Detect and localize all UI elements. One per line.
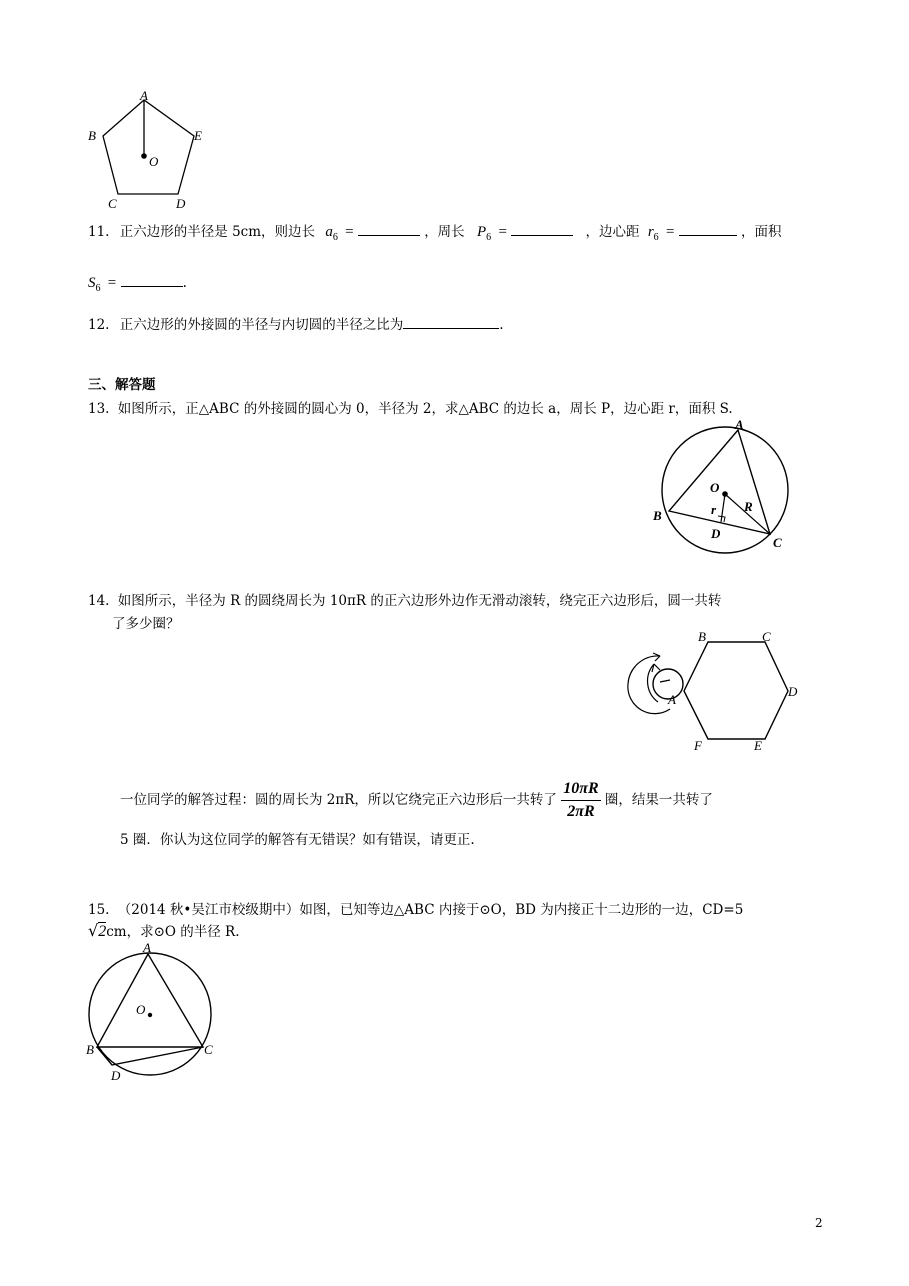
question-13 <box>88 397 733 417</box>
sqrt-sign: √ <box>88 921 99 940</box>
question-text: （2014 秋•吴江市校级期中）如图，已知等边△ABC 内接于⊙O，BD 为内接正十二边形的一边，CD=5 <box>117 902 744 918</box>
question-text: 正六边形的半径是 5cm，则边长 <box>119 224 316 240</box>
circle-triangle-figure <box>80 940 230 1090</box>
equals-sign: = <box>345 224 354 240</box>
question-number: 15. <box>88 902 110 918</box>
triangle-circle-figure <box>645 414 805 564</box>
apothem-symbol: r <box>647 224 654 240</box>
question-text: 如图所示，半径为 R 的圆绕周长为 10πR 的正六边形外边作无滑动滚转，绕完正六边形后，圆一共转 <box>117 593 722 609</box>
label-F: F <box>694 738 702 753</box>
question-text: 正六边形的外接圆的半径与内切圆的半径之比为 <box>119 317 404 333</box>
label-D: D <box>788 684 798 699</box>
label-r: r <box>711 502 717 517</box>
pentagon-figure <box>80 88 220 213</box>
label-R: R <box>744 499 753 514</box>
label-O: O <box>149 154 159 169</box>
answer-blank-area[interactable] <box>121 274 183 287</box>
label-C: C <box>773 535 782 550</box>
label-D: D <box>711 526 721 541</box>
label-C: C <box>762 629 771 644</box>
solution-text: 一位同学的解答过程：圆的周长为 2πR，所以它绕完正六边形后一共转了 <box>120 792 557 808</box>
perimeter-subscript: 6 <box>486 232 492 243</box>
label-B: B <box>88 128 96 143</box>
question-15-line2 <box>88 920 239 941</box>
fraction-denominator: 2πR <box>567 803 595 820</box>
question-14-solution-line2: 5 圈．你认为这位同学的解答有无错误？如有错误，请更正. <box>120 832 475 848</box>
label-E: E <box>194 128 202 143</box>
question-15-line1 <box>88 898 743 918</box>
sentence-end: . <box>182 275 187 291</box>
question-number: 13. <box>88 401 110 417</box>
label-E: E <box>754 738 762 753</box>
apothem-subscript: 6 <box>653 232 659 243</box>
label-A: A <box>668 692 676 707</box>
label-C: C <box>108 196 117 211</box>
perimeter-symbol: P <box>476 224 487 240</box>
label-O: O <box>710 480 720 495</box>
question-number: 12. <box>88 317 110 333</box>
side-symbol: a <box>325 224 333 240</box>
answer-blank-ratio[interactable] <box>403 316 499 329</box>
question-14-line1 <box>88 589 721 609</box>
answer-blank-apothem[interactable] <box>679 223 737 236</box>
label-D: D <box>176 196 186 211</box>
question-text: cm，求⊙O 的半径 R. <box>106 924 240 940</box>
question-number: 11. <box>88 224 110 240</box>
fraction <box>561 778 600 823</box>
hexagon-figure <box>608 626 808 756</box>
question-text: ，边心距 <box>585 224 640 240</box>
label-O: O <box>136 1002 146 1017</box>
question-text: ，面积 <box>741 224 782 240</box>
label-C: C <box>204 1042 213 1057</box>
question-number: 14. <box>88 593 110 609</box>
area-subscript: 6 <box>95 283 101 294</box>
page-number: 2 <box>815 1216 823 1230</box>
equals-sign: = <box>498 224 507 240</box>
label-A: A <box>735 417 744 432</box>
answer-blank-perimeter[interactable] <box>511 223 573 236</box>
question-14-solution-line1 <box>120 776 713 824</box>
answer-blank-side[interactable] <box>358 223 420 236</box>
equals-sign: = <box>107 275 117 291</box>
label-B: B <box>653 508 662 523</box>
question-11-line1 <box>88 220 782 241</box>
label-B: B <box>698 629 706 644</box>
area-symbol: S <box>88 275 96 291</box>
label-A: A <box>143 940 151 955</box>
fraction-numerator: 10πR <box>561 778 600 801</box>
equals-sign: = <box>665 224 675 240</box>
question-text: ，周长 <box>424 224 465 240</box>
label-B: B <box>86 1042 94 1057</box>
question-11-line2 <box>88 274 187 292</box>
section-heading: 三、解答题 <box>88 377 156 393</box>
sqrt-radicand: 2 <box>98 923 107 940</box>
sentence-end: . <box>499 317 504 333</box>
solution-text: 圈，结果一共转了 <box>604 792 713 808</box>
question-14-line2: 了多少圈？ <box>112 616 180 632</box>
question-12 <box>88 313 504 333</box>
question-text: 如图所示，正△ABC 的外接圆的圆心为 0，半径为 2，求△ABC 的边长 a，周长 P，边心距 r，面积 S. <box>117 401 733 417</box>
side-subscript: 6 <box>332 232 338 243</box>
label-D: D <box>111 1068 121 1083</box>
label-A: A <box>140 88 148 103</box>
